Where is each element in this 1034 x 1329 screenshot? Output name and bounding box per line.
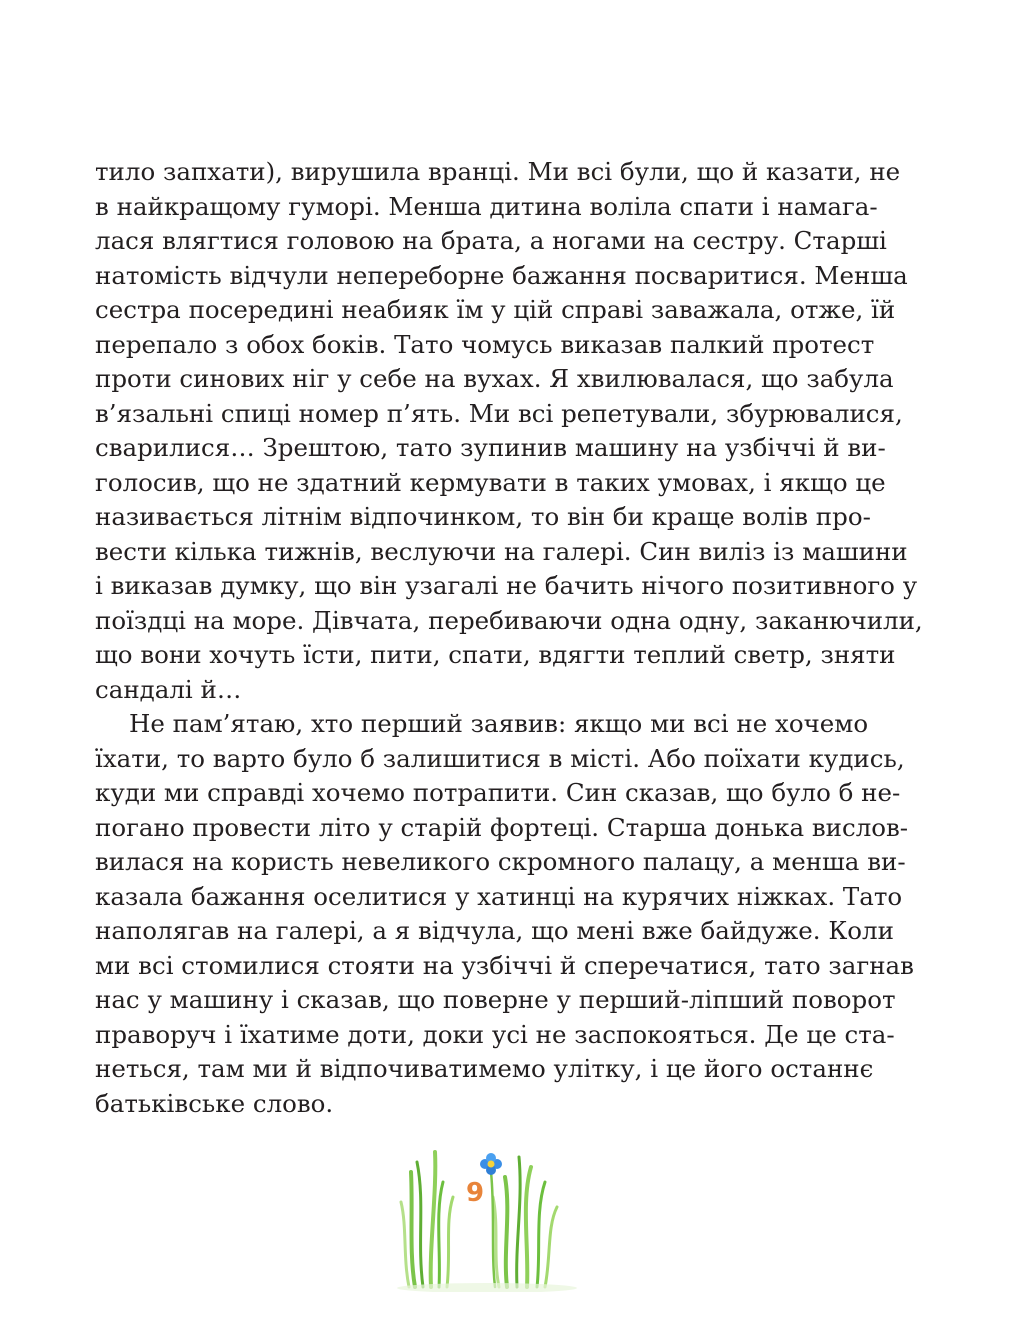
text-line: сестра посередині неабияк їм у цій справі заважала, отже, їй [95, 295, 896, 324]
text-line: лася влягтися головою на брата, а ногами на сестру. Старші [95, 226, 887, 255]
flower-icon [480, 1153, 502, 1175]
text-line: нас у машину і сказав, що поверне у перший-ліпший поворот [95, 985, 896, 1014]
text-line: тило запхати), вирушила вранці. Ми всі були, що й казати, не [95, 157, 901, 186]
text-line: казала бажання оселитися у хатинці на курячих ніжках. Тато [95, 881, 903, 911]
text-line: натомість відчули непереборне бажання посваритися. Менша [95, 260, 908, 290]
body-text [95, 155, 923, 1121]
page-footer-illustration [395, 1132, 580, 1292]
text-line: праворуч і їхатиме доти, доки усі не заспокояться. Де це ста- [95, 1019, 895, 1049]
page-number: 9 [466, 1178, 485, 1208]
text-line: вести кілька тижнів, веслуючи на галері. Син виліз із машини [95, 536, 908, 566]
text-line: наполягав на галері, а я відчула, що мені вже байдуже. Коли [95, 916, 894, 945]
text-line: Не пам’ятаю, хто перший заявив: якщо ми всі не хочемо [129, 709, 869, 738]
text-line: вилася на користь невеликого скромного палацу, а менша ви- [95, 847, 906, 876]
text-line: неться, там ми й відпочиватимемо улітку, і це його останнє [95, 1054, 874, 1083]
text-line: ми всі стомилися стояти на узбіччі й сперечатися, тато загнав [95, 950, 914, 980]
text-line: батьківське слово. [95, 1088, 334, 1118]
paragraph-2 [95, 707, 914, 1121]
text-line: в найкращому гуморі. Менша дитина воліла спати і намага- [95, 191, 878, 221]
text-line: в’язальні спиці номер п’ять. Ми всі репетували, збурювалися, [95, 398, 903, 428]
text-line: перепало з обох боків. Тато чомусь виказав палкий протест [95, 329, 875, 359]
paragraph-1 [95, 155, 923, 707]
text-line: сандалі й… [95, 674, 242, 704]
text-line: називається літнім відпочинком, то він би краще волів про- [95, 502, 871, 531]
grass-icon [395, 1132, 580, 1292]
text-line: їхати, то варто було б залишитися в місті. Або поїхати кудись, [95, 743, 905, 773]
text-line: і виказав думку, що він узагалі не бачить нічого позитивного у [95, 571, 918, 600]
text-line: що вони хочуть їсти, пити, спати, вдягти теплий светр, зняти [95, 640, 896, 669]
text-line: погано провести літо у старій фортеці. Старша донька вислов- [95, 812, 909, 842]
text-line: сварилися… Зрештою, тато зупинив машину на узбіччі й ви- [95, 433, 886, 462]
text-line: проти синових ніг у себе на вухах. Я хвилювалася, що забула [95, 364, 894, 393]
text-line: голосив, що не здатний кермувати в таких умовах, і якщо це [95, 467, 886, 497]
text-line: куди ми справді хочемо потрапити. Син сказав, що було б не- [95, 778, 901, 807]
text-line: поїздці на море. Дівчата, перебиваючи одна одну, заканючили, [95, 605, 923, 635]
